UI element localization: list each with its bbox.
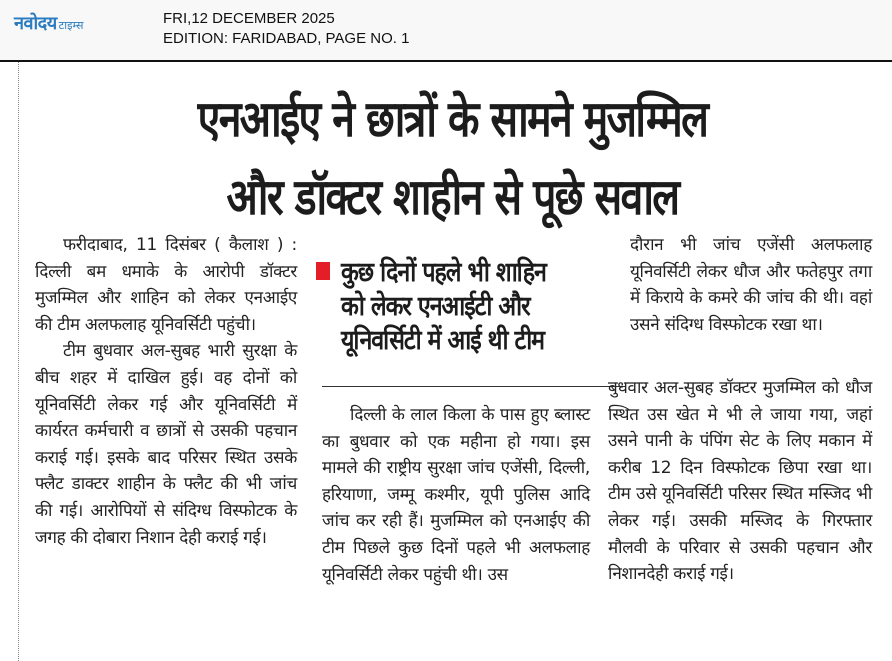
subheadline <box>341 256 599 358</box>
column-divider <box>18 62 19 661</box>
headline-line-2: और डॉक्टर शाहीन से पूछे सवाल <box>226 168 679 226</box>
headline-line-1: एनआईए ने छात्रों के सामने मुजम्मिल <box>197 90 708 148</box>
article-column-1 <box>35 232 297 551</box>
subheadline-line-2: को लेकर एनआईटी और <box>341 291 530 322</box>
page-header <box>0 0 892 62</box>
article-column-3-top <box>630 232 872 338</box>
paragraph: दिल्ली के लाल किला के पास हुए ब्लास्ट का बुधवार को एक महीना हो गया। इस मामले की राष्ट्रीय सुरक्षा जांच एजेंसी, दिल्ली, हरियाणा, जम्मू कश्मीर, यूपी पुलिस आदि जांच कर रही हैं। मुजम्मिल को एनआईए की टीम पिछले कुछ दिनों पहले भी अलफलाह यूनिवर्सिटी लेकर पहुंची थी। उस <box>322 405 590 585</box>
paragraph: दौरान भी जांच एजेंसी अलफलाह यूनिवर्सिटी लेकर धौज और फतेहपुर तगा में किराये के कमरे की जांच की थी। वहां उसने संदिग्ध विस्फोटक रखा था। <box>630 235 872 335</box>
publication-date: FRI,12 DECEMBER 2025 <box>163 10 335 27</box>
subheadline-line-1: कुछ दिनों पहले भी शाहिन <box>341 257 546 288</box>
paragraph: फरीदाबाद, 11 दिसंबर ( कैलाश ) : दिल्ली बम धमाके के आरोपी डॉक्टर मुजम्मिल और शाहिन को लेकर एनआईए की टीम अलफलाह यूनिवर्सिटी पहुंची। <box>35 235 297 335</box>
logo-main-text: नवोदय <box>14 13 57 34</box>
subheadline-line-3: यूनिवर्सिटी में आई थी टीम <box>341 325 545 356</box>
newspaper-logo <box>14 12 83 34</box>
paragraph: बुधवार अल-सुबह डॉक्टर मुजम्मिल को धौज स्थित उस खेत मे भी ले जाया गया, जहां उसने पानी के पंपिंग सेट के लिए मकान में करीब 12 दिन विस्फोटक छिपा रखा था। टीम उसे यूनिवर्सिटी परिसर स्थित मस्जिद भी लेकर गई। उसकी मस्जिद के गिरफ्तार मौलवी के परिवार से उसकी पहचान और निशानदेही कराई गई। <box>608 378 872 585</box>
article-column-3-bottom <box>608 375 872 588</box>
paragraph: टीम बुधवार अल-सुबह भारी सुरक्षा के बीच शहर में दाखिल हुई। वह दोनों को यूनिवर्सिटी लेकर गई और यूनिवर्सिटी में कार्यरत कर्मचारी व छात्रों से उसकी पहचान कराई गई। इसके बाद परिसर स्थित उसके फ्लैट डाक्टर शाहीन के फ्लैट की भी जांच की गई। आरोपियों से संदिग्ध विस्फोटक के जगह की दोबारा निशान देही कराई गई। <box>35 341 297 548</box>
edition-info <box>163 9 409 49</box>
edition-page: EDITION: FARIDABAD, PAGE NO. 1 <box>163 30 410 47</box>
logo-sub-text: टाइम्स <box>58 19 84 32</box>
article-column-2 <box>322 402 590 588</box>
red-square-marker-icon <box>316 262 330 280</box>
horizontal-rule <box>322 386 625 387</box>
article-headline <box>106 80 799 236</box>
